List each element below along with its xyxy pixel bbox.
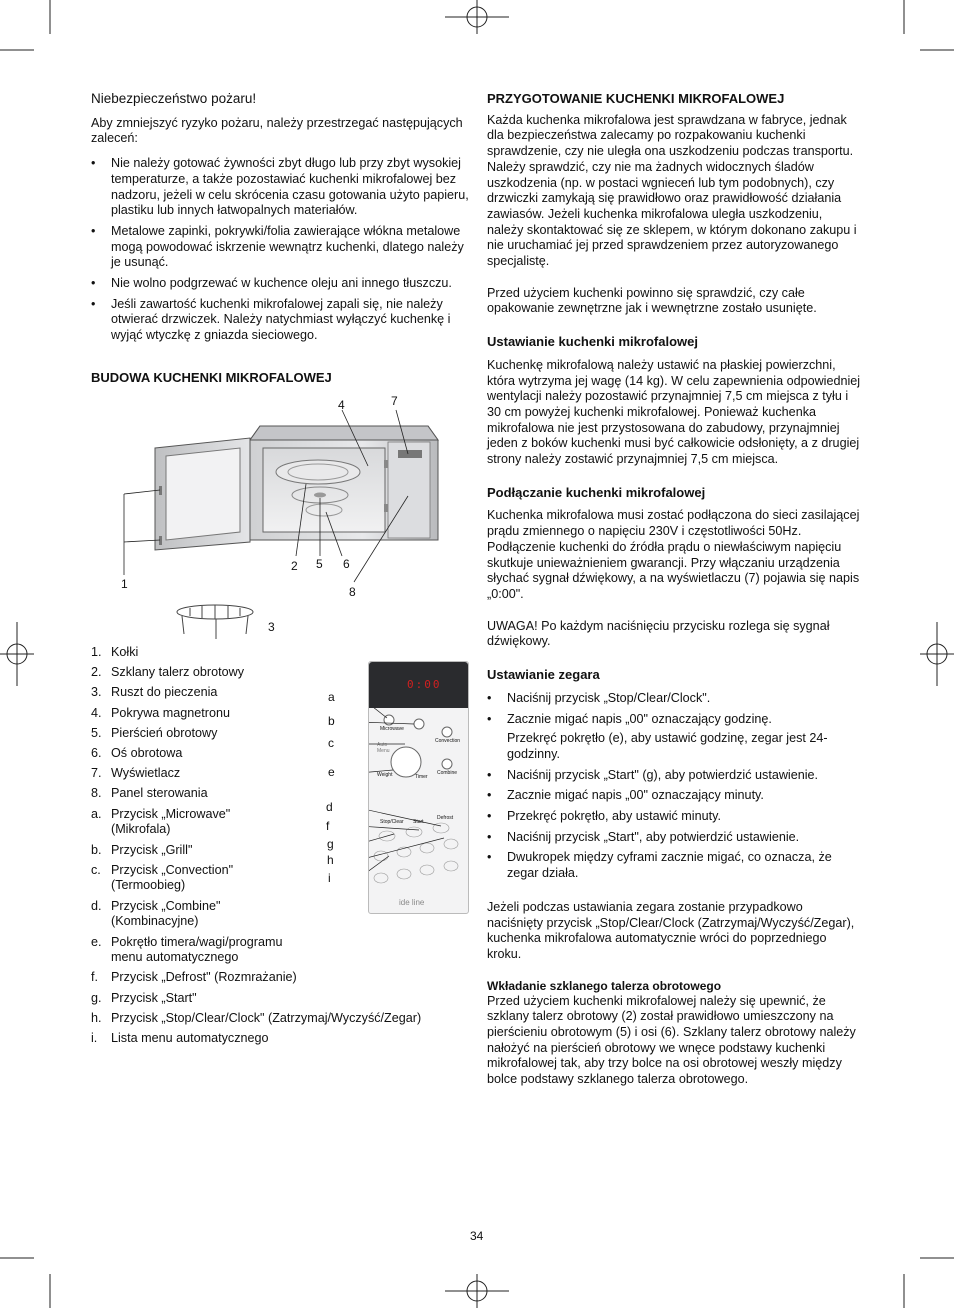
build-heading: BUDOWA KUCHENKI MIKROFALOWEJ [91,370,332,385]
list-item: b. Przycisk „Grill" [91,842,193,857]
convection-button [442,727,452,737]
list-item: • Naciśnij przycisk „Start", aby potwierdzić ustawienie. [487,830,862,846]
list-item: 6. Oś obrotowa [91,746,183,761]
fire-bullets [91,156,469,344]
list-item: e. Pokrętło timera/wagi/programu menu automatycznego [91,934,283,965]
list-item: • Zacznie migać napis „00" oznaczający minuty. [487,788,862,804]
auto-menu-label: Auto Menu [377,742,390,754]
turntable-heading: Wkładanie szklanego talerza obrotowego [487,978,722,993]
right-column [487,91,862,1102]
list-item: 1. Kołki [91,645,139,659]
combine-label: Combine [437,770,458,776]
fire-heading: Niebezpieczeństwo pożaru! [91,91,257,106]
grill-rack [177,605,253,639]
connecting-paragraph-2: UWAGA! Po każdym naciśnięciu przycisku rozlega się sygnał dźwiękowy. [487,618,830,649]
fig-label-3: 3 [268,620,275,634]
display-digits: 0:00 [407,678,442,691]
microwave-illustration [110,390,480,642]
list-item: • Nie należy gotować żywności zbyt długo lub przy zbyt wysokiej temperaturze, a także pozostawiać kuchenki mikrofalowej bez nadzoru, jeżeli w celu skrócenia czasu gotowania użyto papieru, plastiku lub innych łatwopalnych materiałów. [91,156,469,219]
fig-label-8: 8 [349,585,356,599]
list-item: 2. Szklany talerz obrotowy [91,665,244,680]
fig-label-2: 2 [291,559,298,573]
panel-label-b: b [328,714,335,728]
list-item: • Dwukropek między cyframi zacznie migać, co oznacza, że zegar działa. [487,850,862,881]
prep-paragraph-2: Przed użyciem kuchenki powinno się sprawdzić, czy całe opakowanie zewnętrzne jak i wewnętrzne zostało usunięte. [487,285,817,316]
panel-label-g: g [327,837,334,851]
page-number: 34 [470,1229,484,1243]
turntable-paragraph: Przed użyciem kuchenki mikrofalowej należy się upewnić, że szklany talerz obrotowy (2) został prawidłowo umieszczony na pierścieniu obrotowym (5) i osi (6). Szklany talerz obrotowy należy nałożyć na pierścień obrotowy we wnęce podstawy kuchenki mikrofalowej tak, aby trzy bolce na osi obrotowej weszły między bolce podstawy szklanego talerza obrotowego. [487,993,856,1087]
list-item: 8. Panel sterowania [91,786,208,801]
list-item: 4. Pokrywa magnetronu [91,705,231,720]
panel-label-e: e [328,765,335,779]
clock-paragraph: Jeżeli podczas ustawiania zegara zostanie przypadkowo naciśnięty przycisk „Stop/Clear/Clock (Zatrzymaj/Wyczyść/Zegar), kuchenka mikrofalowa automatycznie wróci do poprzedniego kroku. [487,899,855,961]
list-item: c. Przycisk „Convection" (Termoobieg) [91,862,234,893]
fig-label-1: 1 [121,577,128,591]
clock-heading: Ustawianie zegara [487,667,600,683]
timer-knob [391,747,421,777]
list-item: • Jeśli zawartość kuchenki mikrofalowej zapali się, nie należy otwierać drzwiczek. Należy natychmiast wyłączyć kuchenkę i wyjąć wtyczkę z gniazda sieciowego. [91,297,469,344]
fig-label-7: 7 [391,394,398,408]
list-item: • Naciśnij przycisk „Stop/Clear/Clock". [487,691,862,707]
list-item: g. Przycisk „Start" [91,990,197,1005]
registration-mark-left [0,622,34,686]
list-item: d. Przycisk „Combine" (Kombinacyjne) [91,898,221,929]
panel-label-i: i [328,871,331,885]
list-item: 5. Pierścień obrotowy [91,725,218,740]
prep-heading: PRZYGOTOWANIE KUCHENKI MIKROFALOWEJ [487,91,785,106]
combine-button [442,759,452,769]
list-item: a. Przycisk „Microwave" (Mikrofala) [91,806,231,837]
connecting-paragraph-1: Kuchenka mikrofalowa musi zostać podłączona do sieci zasilającej prądu zmiennego o napięciu 230V i częstotliwości 50Hz. Podłączenie kuchenki do źródła prądu o niewłaściwym napięciu skutkuje unieważnieniem gwarancji. Przy włączaniu urządzenia słychać sygnał dźwiękowy, a na wyświetlaczu (7) pojawia się napis „0:00". [487,508,860,601]
timer-label: Timer [415,774,428,780]
panel-label-h: h [327,853,334,867]
clock-step-continuation: Przekręć pokrętło (e), aby ustawić godzinę, zegar jest 24-godzinny. [507,731,828,761]
grill-button [414,719,424,729]
placement-paragraph: Kuchenkę mikrofalową należy ustawić na płaskiej powierzchni, która wytrzyma jej wagę (14 kg). W celu zapewnienia odpowiedniej wentylacji należy pozostawić przynajmniej 7,5 cm miejsca z tyłu i 30 cm powyżej kuchenki mikrofalowej. Ponieważ kuchenka mikrofalowa nie jest przystosowana do zabudowy, przynajmniej jeden z boków kuchenki musi być całkowicie odsłonięty, a z drugiej strony należy zostawić przynajmniej 7,5 cm miejsca. [487,357,861,467]
brand-logo: ide line [399,898,425,907]
microwave-label: Microwave [380,726,404,732]
display-window [369,662,468,708]
panel-label-c: c [328,736,334,750]
registration-mark-bottom [445,1274,509,1308]
weight-label: Weight [377,772,393,778]
list-item: 3. Ruszt do pieczenia [91,685,218,700]
clock-steps [487,691,862,882]
list-item: • Metalowe zapinki, pokrywki/folia zawierające włókna metalowe mogą powodować iskrzenie wewnątrz kuchenki, dlatego należy je usunąć. [91,224,469,271]
fig-label-5: 5 [316,557,323,571]
convection-label: Convection [435,738,461,744]
registration-mark-right [920,622,954,686]
list-item: i. Lista menu automatycznego [91,1031,269,1046]
list-item: • Naciśnij przycisk „Start" (g), aby potwierdzić ustawienie. [487,768,862,784]
list-item: • Przekręć pokrętło, aby ustawić minuty. [487,809,862,825]
defrost-label: Defrost [437,815,454,821]
stop-clear-label: Stop/Clear [380,819,404,825]
fig-label-6: 6 [343,557,350,571]
registration-mark-top [445,0,509,34]
fire-safety-section [91,91,469,358]
panel-label-a: a [328,690,335,704]
fig-label-4: 4 [338,398,345,412]
panel-label-d: d [326,800,333,814]
start-label: Start [413,819,424,825]
fire-intro: Aby zmniejszyć ryzyko pożaru, należy przestrzegać następujących zaleceń: [91,115,463,146]
prep-paragraph-1: Każda kuchenka mikrofalowa jest sprawdzana w fabryce, jednak dla bezpieczeństwa zalecamy po rozpakowaniu kuchenki sprawdzenie, czy nie uległa ona uszkodzeniu podczas transportu. Należy sprawdzić, czy nie ma żadnych widocznych śladów uszkodzenia (np. w postaci wgnieceń lub tym podobnych), czy drzwiczki zamykają się prawidłowo oraz prawidłowość działania zawiasów. Jeżeli kuchenka mikrofalowa uległa uszkodzeniu, należy skontaktować się ze sklepem, w którym dokonano zakupu i nie uruchamiać jej przed sprawdzeniem przez autoryzowanego specjalistę. [487,112,857,269]
list-item: 7. Wyświetlacz [91,766,181,781]
placement-heading: Ustawianie kuchenki mikrofalowej [487,334,698,350]
list-item: • Zacznie migać napis „00" oznaczający godzinę. Przekręć pokrętło (e), aby ustawić godzinę, zegar jest 24-godzinny. [487,712,862,763]
connecting-heading: Podłączanie kuchenki mikrofalowej [487,484,706,500]
list-item: • Nie wolno podgrzewać w kuchence oleju ani innego tłuszczu. [91,276,469,292]
panel-label-f: f [326,819,330,833]
list-item: h. Przycisk „Stop/Clear/Clock" (Zatrzymaj/Wyczyść/Zegar) [91,1010,422,1025]
list-item: f. Przycisk „Defrost" (Rozmrażanie) [91,970,297,985]
control-panel-illustration [368,661,469,914]
